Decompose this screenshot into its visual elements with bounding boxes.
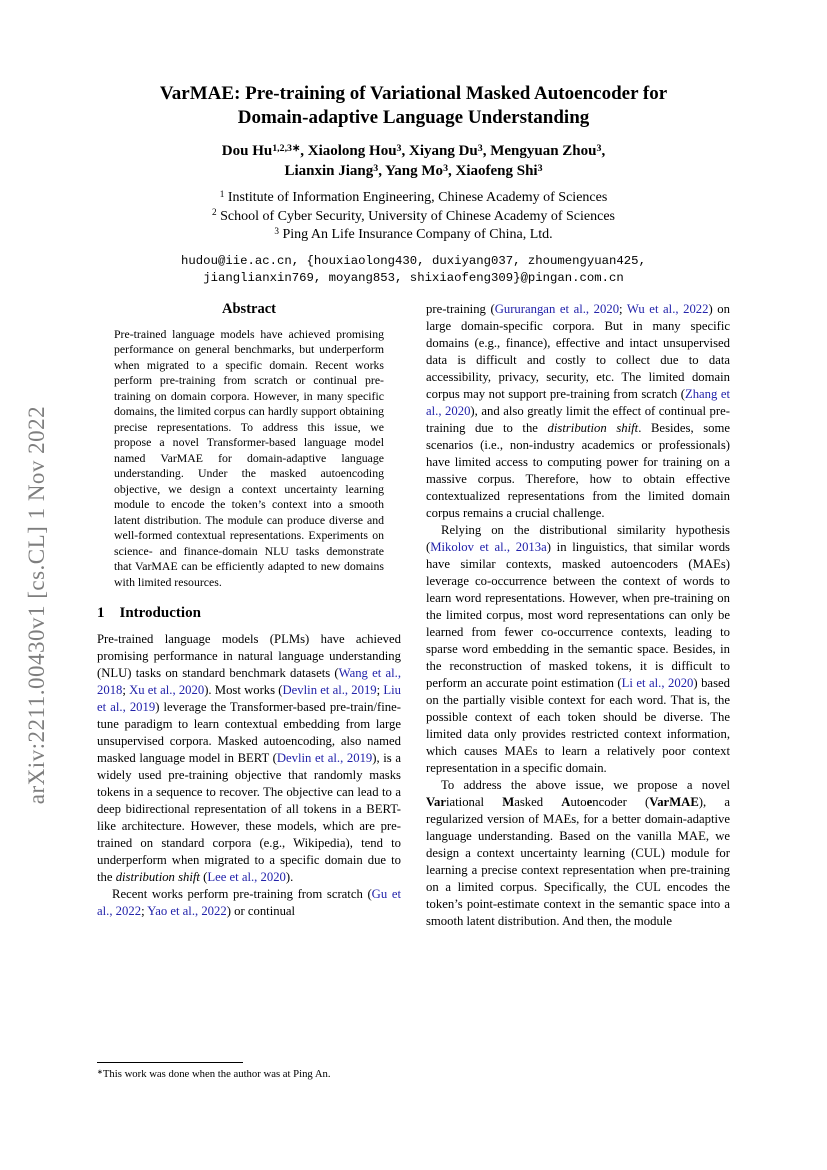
citation-link[interactable]: Xu et al., 2020 xyxy=(129,683,205,697)
section-number: 1 xyxy=(97,605,105,621)
citation-link[interactable]: Liu et al., 2019 xyxy=(97,683,401,714)
two-column-body xyxy=(97,301,730,1101)
intro-paragraph-2: Recent works perform pre-training from scratch (Gu et al., 2022; Yao et al., 2022) or continual xyxy=(97,887,401,918)
right-column xyxy=(426,301,730,1101)
author-block xyxy=(0,142,827,182)
citation-link[interactable]: Wang et al., 2018 xyxy=(97,666,401,697)
citation-link[interactable]: Yao et al., 2022 xyxy=(147,904,227,918)
citation-link[interactable]: Gu et al., 2022 xyxy=(97,887,401,918)
paper-header xyxy=(0,0,827,287)
left-column xyxy=(97,301,401,1101)
paper-title-line-2: Domain-adaptive Language Understanding xyxy=(237,107,590,128)
abstract-section xyxy=(97,301,401,591)
section-title: Introduction xyxy=(119,605,201,621)
intro-paragraph-1: Pre-trained language models (PLMs) have achieved promising performance in natural language understanding (NLU) tasks on standard benchmark datasets (Wang et al., 2018; Xu et al., 2020). Most works (Devlin et al., 2019; Liu et al., 2019) leverage the Transformer-based pre-train/fine-tune paradigm to learn contextual embedding from large unsupervised corpora. Masked autoencoding, also named masked language model in BERT (Devlin et al., 2019), is a widely used pre-training objective that randomly masks tokens in a sequence to recover. The objective can lead to a deep bidirectional representation of all tokens in a BERT-like architecture. However, these models, which are pre-trained on standard corpora (e.g., Wikipedia), tend to underperform when migrated to a specific domain due to the distribution shift (Lee et al., 2020). xyxy=(97,632,401,884)
citation-link[interactable]: Wu et al., 2022 xyxy=(626,301,709,316)
section-heading-introduction xyxy=(97,605,401,622)
arxiv-watermark: arXiv:2211.00430v1 [cs.CL] 1 Nov 2022 xyxy=(24,405,49,805)
paper-title xyxy=(0,82,827,130)
citation-link[interactable]: Zhang et al., 2020 xyxy=(426,386,730,418)
citation-link[interactable]: Devlin et al., 2019 xyxy=(276,751,373,765)
email-line-2: jianglianxin769, moyang853, shixiaofeng309}@pingan.com.cn xyxy=(203,270,624,285)
footnote-text: ∗This work was done when the author was at Ping An. xyxy=(97,1067,331,1080)
right-paragraph-2: Relying on the distributional similarity hypothesis (Mikolov et al., 2013a) in linguistics, that similar words have similar contexts, masked autoencoders (MAEs) leverage co-occurrence between the context of words to learn word representations. However, when pre-training on the limited corpus, most word representations can only be learned from fewer co-occurrence contexts, leading to sparse word embedding in the semantic space. Besides, in the reconstruction of masked tokens, it is difficult to perform an accurate point estimation (Li et al., 2020) based on the partially visible context for each word. That is, the possible context of each token should be diverse. The limited data only provides restricted context information, which causes MAEs to learn a relatively poor context representation in a specific domain. xyxy=(426,522,730,775)
affiliation-block xyxy=(0,189,827,245)
citation-link[interactable]: Mikolov et al., 2013a xyxy=(430,539,547,554)
footnote xyxy=(97,1059,401,1082)
citation-link[interactable]: Gururangan et al., 2020 xyxy=(494,301,620,316)
affiliation-line-3: $^3$ Ping An Life Insurance Company of China, Ltd. xyxy=(274,225,553,242)
affiliation-line-2: $^2$ School of Cyber Security, University of Chinese Academy of Sciences xyxy=(211,207,616,224)
citation-link[interactable]: Li et al., 2020 xyxy=(621,675,694,690)
paper-title-line-1: VarMAE: Pre-training of Variational Masked Autoencoder for xyxy=(159,83,668,104)
email-block xyxy=(0,253,827,287)
right-paragraph-3: To address the above issue, we propose a novel Variational Masked Autoencoder (VarMAE), a regularized version of MAEs, for a better domain-adaptive language understanding. Based on the vanilla MAE, we design a context uncertainty learning (CUL) module for learning a precise context representation when pre-training on a limited corpus. Specifically, the CUL encodes the token’s point-estimate context in the semantic space into a smooth latent distribution. And then, the module xyxy=(426,777,730,928)
author-line-2: Lianxin Jiang$^3$, Yang Mo$^3$, Xiaofeng Shi$^3$ xyxy=(284,162,543,179)
email-line-1: hudou@iie.ac.cn, {houxiaolong430, duxiyang037, zhoumengyuan425, xyxy=(181,253,646,268)
footnote-rule xyxy=(97,1062,243,1063)
citation-link[interactable]: Lee et al., 2020 xyxy=(207,870,286,884)
right-paragraph-1: pre-training (Gururangan et al., 2020; Wu et al., 2022) on large domain-specific corpora. But in many specific domains (e.g., finance), effective and intact unsupervised data is difficult and costly to collect due to data accessibility, privacy, security, etc. The limited domain corpus may not support pre-training from scratch (Zhang et al., 2020), and also greatly limit the effect of continual pre-training due to the distribution shift. Besides, some scenarios (i.e., non-industry academics or professionals) have limited access to computing power for training on a massive corpus. Therefore, how to obtain effective contextualized representations from the limited domain corpus remains a crucial challenge. xyxy=(426,301,730,520)
affiliation-line-1: $^1$ Institute of Information Engineering, Chinese Academy of Sciences xyxy=(219,188,608,205)
citation-link[interactable]: Devlin et al., 2019 xyxy=(282,683,377,697)
abstract-heading: Abstract xyxy=(222,300,276,317)
author-line-1: Dou $Hu^{1,2,3∗}$, Xiaolong Hou$^3$, Xiyang Du$^3$, Mengyuan Zhou$^3$, xyxy=(221,142,606,159)
abstract-text: Pre-trained language models have achieved promising performance on general benchmarks, but underperform when migrated to a specific domain. Recent works perform pre-training from scratch or continual pre-training on domain corpora. However, in many specific domains, the limited corpus can hardly support obtaining precise representations. To address this issue, we propose a novel Transformer-based language model named VarMAE for domain-adaptive language understanding. Under the masked autoencoding objective, we design a context uncertainty learning module to encode the token’s context into a smooth latent distribution. The module can produce diverse and well-formed contextual representations. Experiments on science- and finance-domain NLU tasks demonstrate that VarMAE can be efficiently adapted to new domains with limited resources. xyxy=(114,326,384,589)
